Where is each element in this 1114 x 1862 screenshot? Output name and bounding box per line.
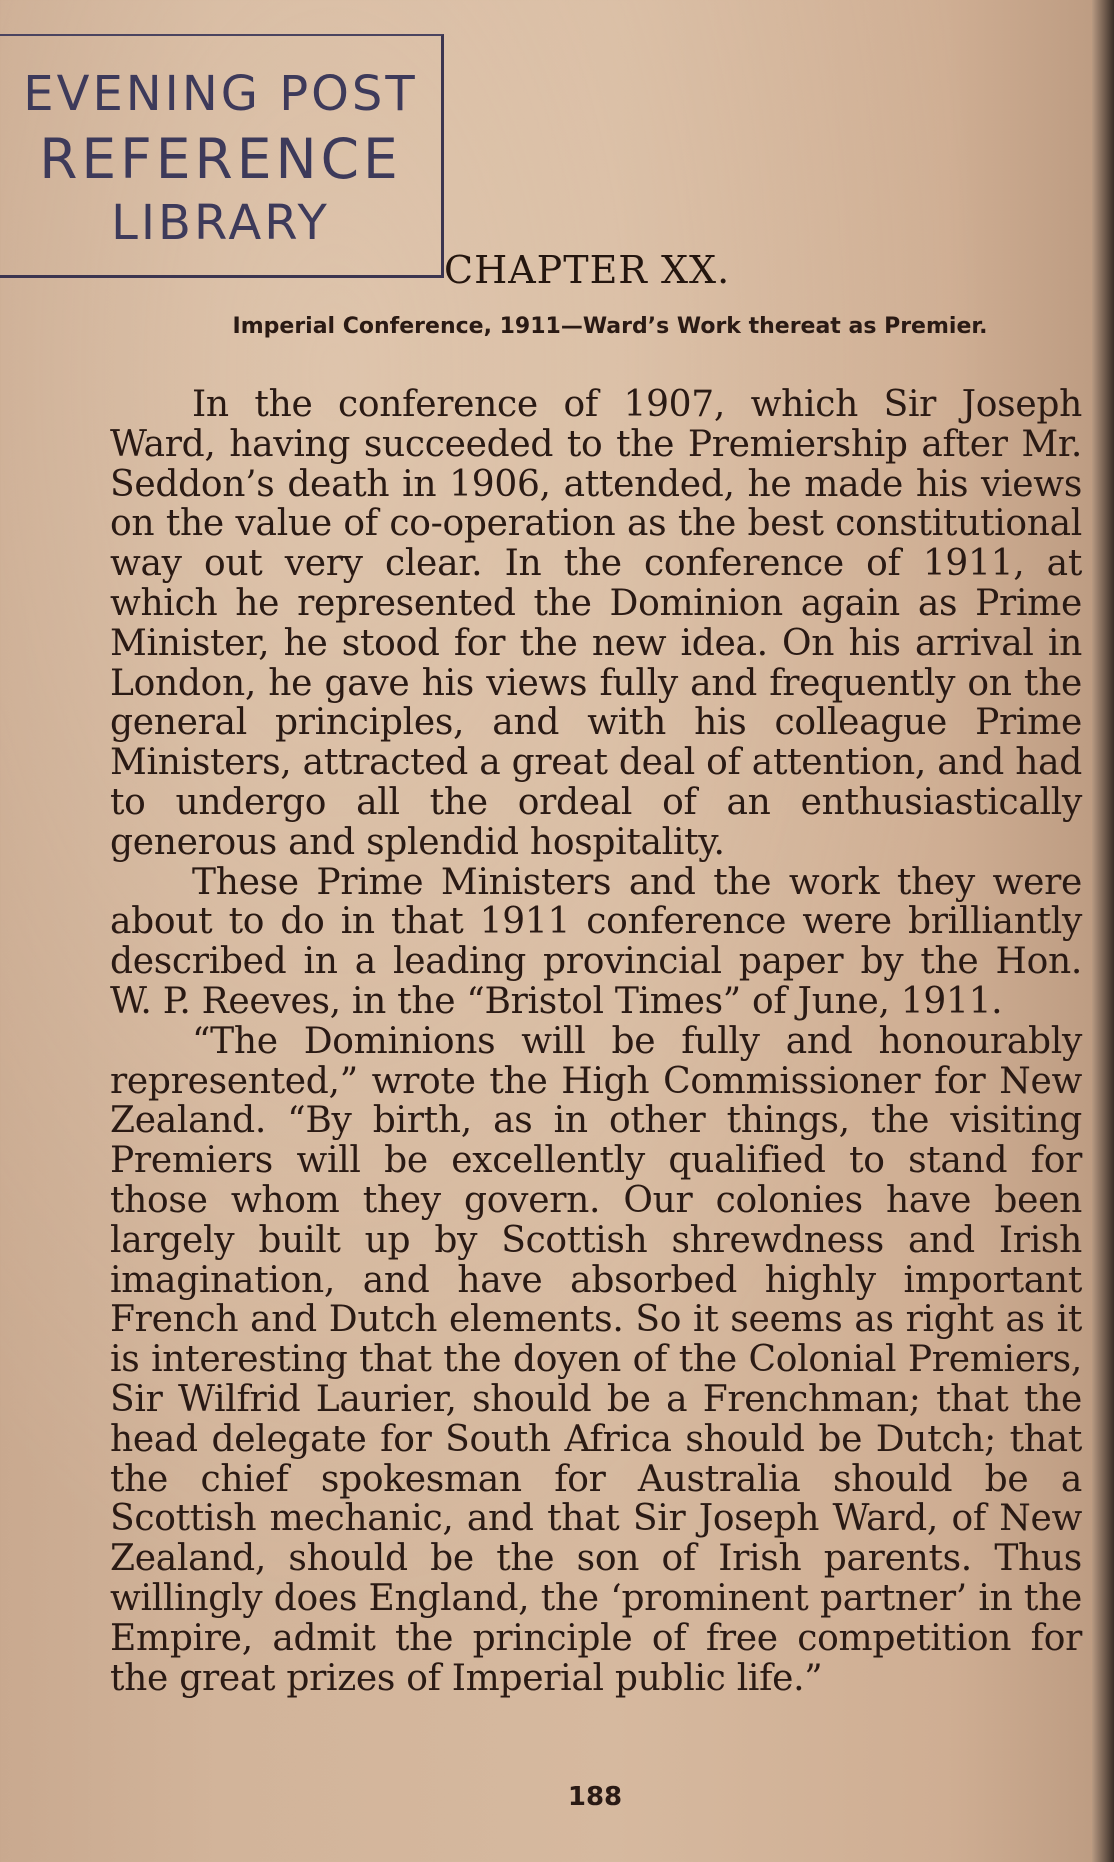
- chapter-heading: CHAPTER XX.: [444, 248, 731, 292]
- stamp-line-2: REFERENCE: [39, 127, 402, 191]
- stamp-line-1: EVENING POST: [23, 66, 418, 122]
- page-edge-shadow: [1092, 0, 1114, 1862]
- page-number: 188: [567, 1782, 623, 1812]
- stamp-line-3: LIBRARY: [111, 195, 330, 251]
- paragraph-3: “The Dominions will be fully and honourably represented,” wrote the High Commissioner for New Zealand. “By birth, as in other things, the visiting Premiers will be excellently qualified to stand for those whom they govern. Our colonies have been largely built up by Scottish shrewdness and Irish imagination, and have absorbed highly important French and Dutch elements. So it seems as right as it is interesting that the doyen of the Colonial Premiers, Sir Wilfrid Laurier, should be a Frenchman; that the head delegate for South Africa should be Dutch; that the chief spokesman for Australia should be a Scottish mechanic, and that Sir Joseph Ward, of New Zealand, should be the son of Irish parents. Thus willingly does England, the ‘prominent partner’ in the Empire, admit the principle of free competition for the great prizes of Imperial public life.”: [110, 1020, 1082, 1699]
- body-text: [110, 385, 1082, 1698]
- chapter-subtitle: Imperial Conference, 1911—Ward’s Work thereat as Premier.: [232, 314, 988, 339]
- paragraph-1: In the conference of 1907, which Sir Joseph Ward, having succeeded to the Premiership after Mr. Seddon’s death in 1906, attended, he made his views on the value of co-operation as the best constitutional way out very clear. In the conference of 1911, at which he represented the Dominion again as Prime Minister, he stood for the new idea. On his arrival in London, he gave his views fully and frequently on the general principles, and with his colleague Prime Ministers, attracted a great deal of attention, and had to undergo all the ordeal of an enthusiastically generous and splendid hospitality.: [110, 384, 1082, 863]
- library-stamp: [0, 34, 444, 278]
- paragraph-2: These Prime Ministers and the work they were about to do in that 1911 conference were brilliantly described in a leading provincial paper by the Hon. W. P. Reeves, in the “Bristol Times” of June, 1911.: [110, 861, 1082, 1022]
